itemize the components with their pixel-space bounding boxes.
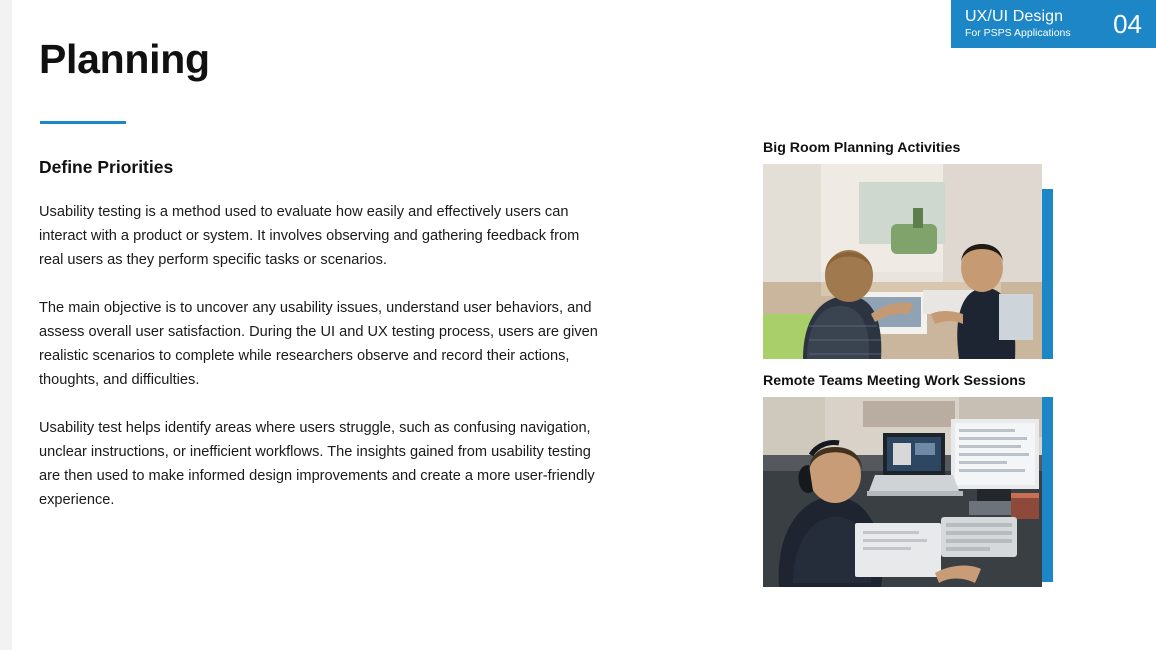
section-subheading: Define Priorities xyxy=(39,157,174,177)
header-badge-titles xyxy=(965,9,1103,39)
header-badge-title: UX/UI Design xyxy=(965,8,1064,26)
person-with-headset-at-desk-with-monitors-photo xyxy=(763,397,1042,587)
body-paragraph: Usability testing is a method used to evaluate how easily and effectively users can interact with a product or system. It involves observing and gathering feedback from real users as they perform specific tasks or scenarios. xyxy=(39,204,580,268)
header-badge xyxy=(951,0,1156,48)
photo-wrapper xyxy=(763,164,1053,359)
media-column xyxy=(763,140,1123,601)
body-paragraph: The main objective is to uncover any usability issues, understand user behaviors, and assess overall user satisfaction. During the UI and UX testing process, users are given realistic scenarios to complete while researchers observe and record their actions, thoughts, and difficulties. xyxy=(39,300,598,388)
media-caption: Remote Teams Meeting Work Sessions xyxy=(763,373,1026,389)
body-column xyxy=(39,157,605,512)
title-underline-rule xyxy=(40,121,126,124)
media-block xyxy=(763,140,1123,359)
two-colleagues-at-table-with-laptop-photo xyxy=(763,164,1042,359)
left-edge-strip xyxy=(0,0,12,650)
header-badge-number: 04 xyxy=(1113,9,1142,39)
body-paragraph: Usability test helps identify areas where users struggle, such as confusing navigation, unclear instructions, or inefficient workflows. The insights gained from usability testing are then used to make informed design improvements and create a more user-friendly experience. xyxy=(39,420,595,508)
media-block xyxy=(763,373,1123,587)
photo-wrapper xyxy=(763,397,1053,587)
page-title: Planning xyxy=(39,36,210,82)
media-caption: Big Room Planning Activities xyxy=(763,140,961,156)
header-badge-subtitle: For PSPS Applications xyxy=(965,26,1071,39)
